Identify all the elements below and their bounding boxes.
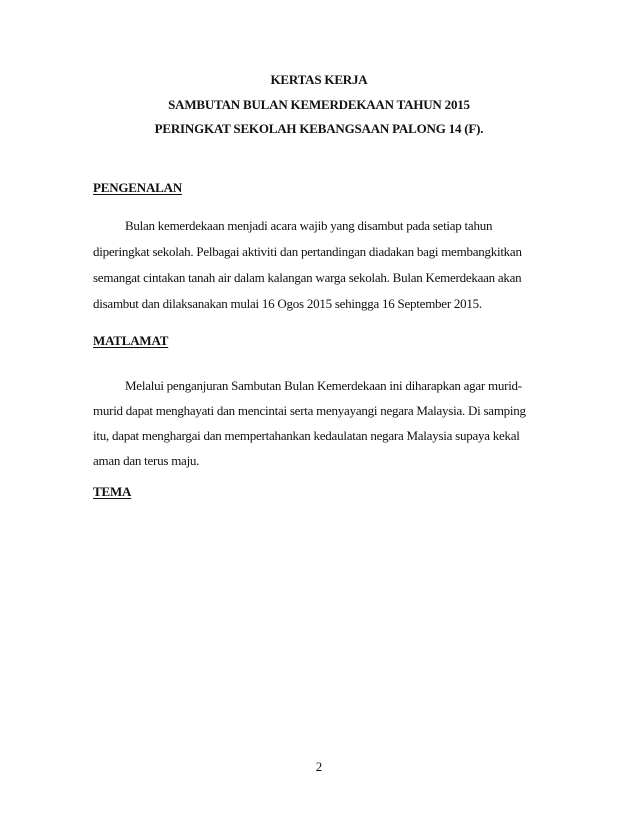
paragraph-line: disambut dan dilaksanakan mulai 16 Ogos 2015 sehingga 16 September 2015. bbox=[93, 296, 482, 311]
paragraph-line: diperingkat sekolah. Pelbagai aktiviti dan pertandingan diadakan bagi membangkitkan bbox=[93, 244, 522, 259]
paragraph-line: itu, dapat menghargai dan mempertahankan kedaulatan negara Malaysia supaya kekal bbox=[93, 428, 520, 443]
document-subtitle-school: PERINGKAT SEKOLAH KEBANGSAAN PALONG 14 (F). bbox=[154, 121, 484, 136]
page-number: 2 bbox=[315, 759, 323, 774]
paragraph-line: aman dan terus maju. bbox=[93, 453, 200, 468]
paragraph-line: semangat cintakan tanah air dalam kalangan warga sekolah. Bulan Kemerdekaan akan bbox=[93, 270, 522, 285]
paragraph-line: Melalui penganjuran Sambutan Bulan Kemerdekaan ini diharapkan agar murid- bbox=[125, 378, 522, 393]
section-heading-tema: TEMA bbox=[93, 484, 132, 499]
section-heading-matlamat: MATLAMAT bbox=[93, 333, 169, 348]
paragraph-line: murid dapat menghayati dan mencintai serta menyayangi negara Malaysia. Di samping bbox=[93, 403, 526, 418]
section-heading-pengenalan: PENGENALAN bbox=[93, 180, 183, 195]
document-subtitle: SAMBUTAN BULAN KEMERDEKAAN TAHUN 2015 bbox=[168, 97, 470, 112]
document-title: KERTAS KERJA bbox=[270, 72, 368, 87]
paragraph-line: Bulan kemerdekaan menjadi acara wajib yang disambut pada setiap tahun bbox=[125, 218, 493, 233]
